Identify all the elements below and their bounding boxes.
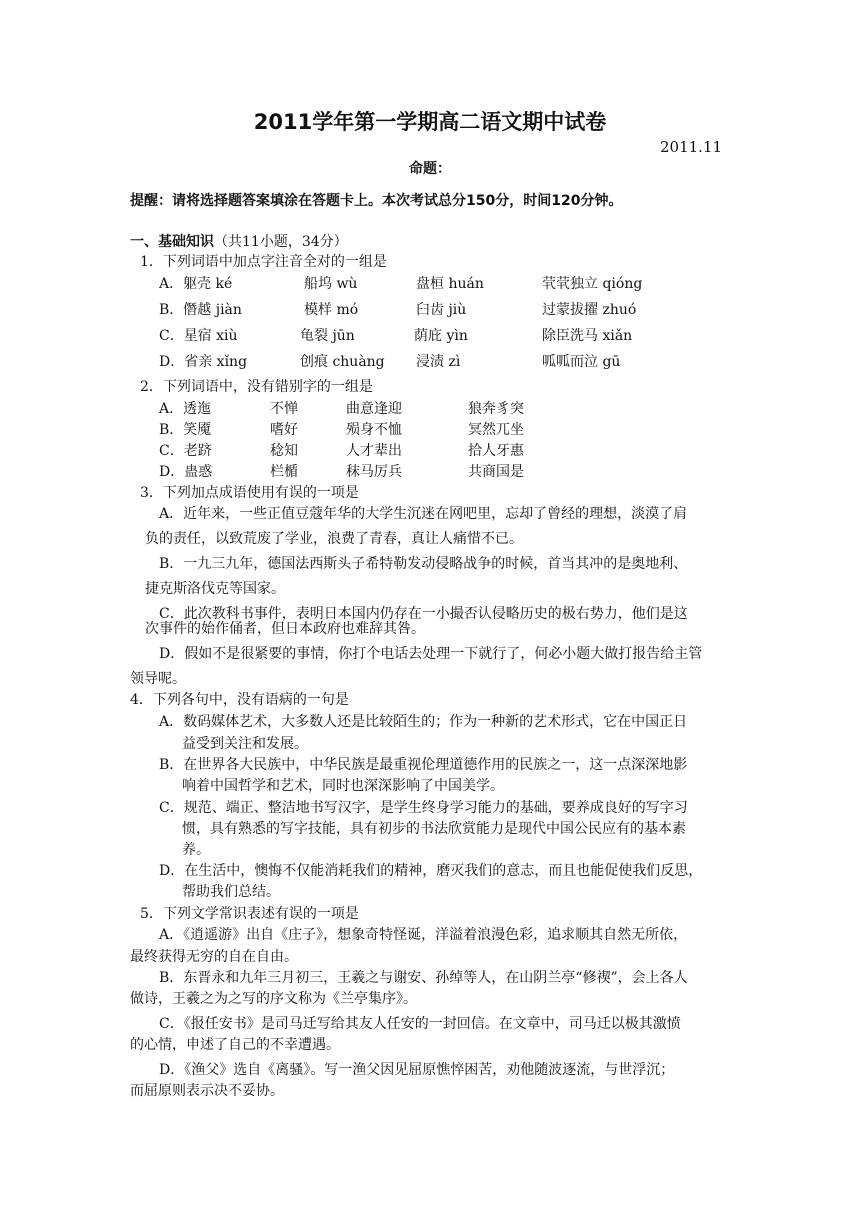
- q5-option-b-cont: 做诗，王羲之为之写的序文称为《兰亭集序》。: [130, 991, 417, 1007]
- q4-option-d: D．在生活中，懊悔不仅能消耗我们的精神，磨灭我们的意志，而且也能促使我们反思，: [159, 863, 703, 879]
- section-title: 一、基础知识: [130, 234, 214, 250]
- q4-option-b: B．在世界各大民族中，中华民族是最重视伦理道德作用的民族之一，这一点深深地影: [159, 757, 688, 773]
- q1-option-c-4: 除臣洗马 xiǎn: [542, 328, 633, 344]
- q1-stem: 1．下列词语中加点字注音全对的一组是: [140, 254, 387, 270]
- q4-option-c: C．规范、端正、整洁地书写汉字，是学生终身学习能力的基础，要养成良好的写字习: [159, 800, 688, 816]
- q5-option-a-cont: 最终获得无穷的自在自由。: [130, 949, 298, 965]
- q1-option-d-4: 呱呱而泣 gū: [542, 354, 621, 370]
- q2-option-b-2: 嗜好: [270, 422, 298, 438]
- q2-option-a-3: 曲意逢迎: [346, 401, 402, 417]
- q2-option-a-1: A．透迤: [159, 401, 212, 417]
- q1-option-a-4: 茕茕独立 qióng: [542, 276, 643, 292]
- exam-date: 2011.11: [660, 138, 723, 156]
- q1-option-c-3: 荫庇 yìn: [414, 328, 468, 344]
- q3-option-b-cont: 捷克斯洛伐克等国家。: [145, 581, 285, 597]
- exam-title: 2011学年第一学期高二语文期中试卷: [253, 110, 607, 134]
- q3-option-c-cont: 次事件的始作俑者，但日本政府也难辞其咎。: [145, 621, 425, 637]
- section-detail: （共11小题，34分）: [214, 234, 348, 250]
- q1-option-c-2: 龟裂 jūn: [300, 328, 355, 344]
- q1-option-b-4: 过蒙拔擢 zhuó: [542, 302, 637, 318]
- q1-option-d-1: D．省亲 xǐng: [159, 354, 248, 370]
- q3-option-a-cont: 负的责任，以致荒废了学业，浪费了青春，真让人痛惜不已。: [145, 531, 523, 547]
- q2-option-c-1: C．老跻: [159, 443, 212, 459]
- q2-option-c-2: 稔知: [270, 443, 298, 459]
- q3-option-a: A．近年来，一些正值豆蔻年华的大学生沉迷在网吧里，忘却了曾经的理想，淡漠了肩: [159, 506, 688, 522]
- section-heading: [130, 231, 348, 251]
- q2-option-d-1: D．蛊惑: [159, 464, 213, 480]
- q1-option-b-3: 臼齿 jiù: [416, 302, 467, 318]
- q4-option-c-cont: 惯，具有熟悉的写字技能，具有初步的书法欣赏能力是现代中国公民应有的基本素: [182, 821, 686, 837]
- q2-option-b-1: B．笑魇: [159, 422, 212, 438]
- q5-option-c: C．《报任安书》是司马迁写给其友人任安的一封回信。在文章中，司马迁以极其激愤: [159, 1016, 681, 1032]
- q3-option-c: C．此次教科书事件，表明日本国内仍存在一小撮否认侵略历史的极右势力，他们是这: [159, 606, 688, 622]
- q4-option-c-cont2: 养。: [182, 842, 210, 858]
- q5-option-b: B．东晋永和九年三月初三，王羲之与谢安、孙绰等人，在山阴兰亭“修禊”，会上各人: [159, 970, 688, 986]
- q1-option-b-1: B．僭越 jiàn: [159, 302, 242, 318]
- q5-option-d: D．《渔父》选自《离骚》。写一渔父因见屈原憔悴困苦，劝他随波逐流，与世浮沉；: [159, 1062, 675, 1078]
- q3-stem: 3．下列加点成语使用有误的一项是: [140, 485, 359, 501]
- q5-option-c-cont: 的心情，申述了自己的不幸遭遇。: [130, 1037, 340, 1053]
- exam-notice: 提醒：请将选择题答案填涂在答题卡上。本次考试总分150分，时间120分钟。: [130, 193, 623, 209]
- q3-option-d-cont: 领导呢。: [130, 671, 186, 687]
- q2-option-d-4: 共商国是: [468, 464, 524, 480]
- q4-option-d-cont: 帮助我们总结。: [182, 884, 280, 900]
- q4-option-b-cont: 响着中国哲学和艺术，同时也深深影响了中国美学。: [182, 778, 504, 794]
- q2-option-a-2: 不惮: [270, 401, 298, 417]
- q1-option-d-3: 浸渍 zì: [416, 354, 461, 370]
- q2-option-d-2: 栏楯: [270, 464, 298, 480]
- q5-option-a: A．《逍遥游》出自《庄子》，想象奇特怪诞，洋溢着浪漫色彩，追求顺其自然无所依，: [159, 927, 688, 943]
- q1-option-c-1: C．星宿 xiù: [159, 328, 238, 344]
- q2-option-b-3: 殒身不恤: [346, 422, 402, 438]
- q2-option-a-4: 狼奔豸突: [468, 401, 524, 417]
- author-label: 命题：: [409, 161, 451, 177]
- q4-option-a-cont: 益受到关注和发展。: [182, 736, 308, 752]
- q2-option-b-4: 冥然兀坐: [468, 422, 524, 438]
- q1-option-b-2: 模样 mó: [304, 302, 359, 318]
- q2-option-c-4: 拾人牙惠: [468, 443, 524, 459]
- q4-stem: 4．下列各句中，没有语病的一句是: [130, 692, 349, 708]
- q3-option-d: D．假如不是很紧要的事情，你打个电话去处理一下就行了，何必小题大做打报告给主管: [159, 646, 703, 662]
- q5-option-d-cont: 而屈原则表示决不妥协。: [130, 1083, 284, 1099]
- q4-option-a: A．数码媒体艺术，大多数人还是比较陌生的；作为一种新的艺术形式，它在中国正日: [159, 714, 688, 730]
- q1-option-d-2: 创痕 chuàng: [300, 354, 385, 370]
- q2-stem: 2．下列词语中，没有错别字的一组是: [140, 379, 373, 395]
- q2-option-d-3: 秣马厉兵: [346, 464, 402, 480]
- q1-option-a-1: A．躯壳 ké: [159, 276, 233, 292]
- q2-option-c-3: 人才辈出: [346, 443, 402, 459]
- q1-option-a-3: 盘桓 huán: [416, 276, 484, 292]
- q5-stem: 5．下列文学常识表述有误的一项是: [140, 906, 359, 922]
- q3-option-b: B．一九三九年，德国法西斯头子希特勒发动侵略战争的时候，首当其冲的是奥地利、: [159, 556, 688, 572]
- q1-option-a-2: 船坞 wù: [304, 276, 358, 292]
